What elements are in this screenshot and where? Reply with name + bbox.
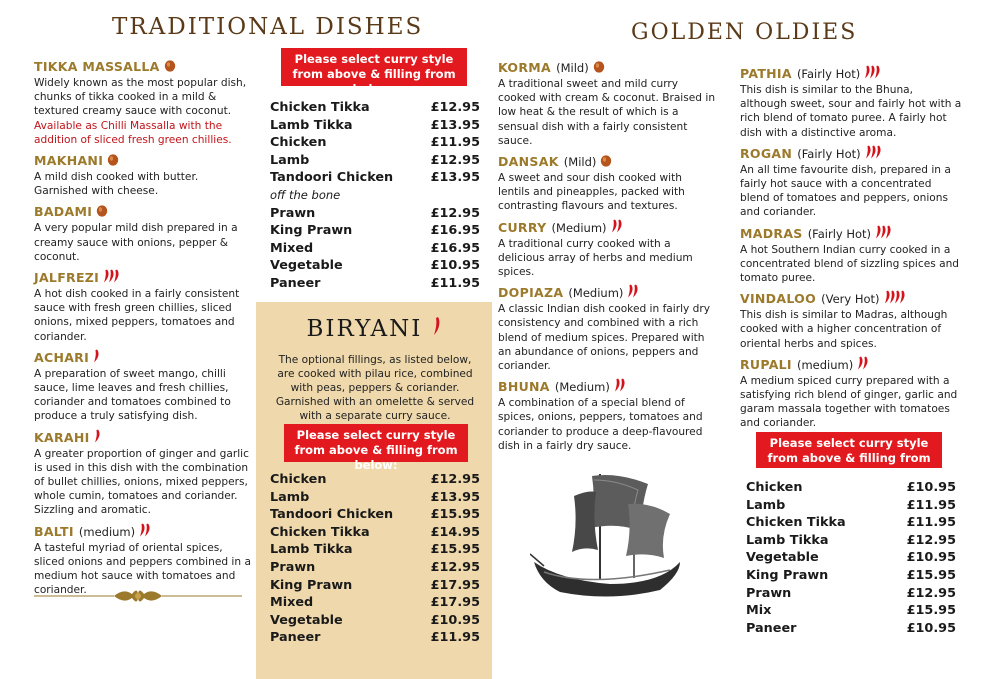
mild-nut-icon [107,151,119,170]
dish-item [34,347,252,424]
dish-name: BADAMI [34,204,93,220]
price-item: Prawn [270,559,316,575]
dish-heat: (Medium) [554,380,610,395]
dish-name: MADRAS [740,225,803,241]
dish-name: ACHARI [34,349,90,365]
price-row [270,577,480,595]
dish-heat: (Fairly Hot) [807,226,872,241]
price-item: Lamb [270,489,310,505]
price-table-traditional [270,99,480,293]
dish-description: A hot Southern Indian curry cooked in a concentrated blend of sizzling spices and tomato puree. [740,243,960,285]
dish-name: MAKHANI [34,153,104,169]
price-item: Paneer [270,275,321,291]
price-table-biryani [270,471,480,647]
dish-name: KARAHI [34,429,90,445]
curry-style-banner-2: Please select curry style from above & filling from below: [284,424,468,462]
price-item: Paneer [270,630,321,646]
dish-item [34,201,252,264]
price-row [746,620,956,638]
dish-title [740,223,962,243]
biryani-heading: BIRYANI [306,316,423,342]
price-value: £12.95 [906,585,956,601]
dish-description: A greater proportion of ginger and garlic is used in this dish with the combination of bullet chillies, onions, mixed peppers, whole cumin, tomatoes and coriander. Sizzling and aromatic. [34,447,249,517]
dish-item [34,56,252,147]
price-value: £11.95 [906,497,956,513]
dish-name: TIKKA MASSALLA [34,59,160,74]
dish-item [740,143,962,220]
price-item: Tandoori Chicken [270,170,394,186]
price-value: £11.95 [906,515,956,531]
price-row [270,240,480,258]
chili-2-icon [614,377,627,396]
dish-title [34,201,252,221]
price-row [746,479,956,497]
price-row [746,532,956,550]
dish-heat: (medium) [78,524,136,539]
dish-description: An all time favourite dish, prepared in a fairly hot sauce with a concentrated blend of tomatoes and peppers, onions and coriander. [740,163,951,219]
dish-description: A sweet and sour dish cooked with lentils and pineapples, packed with contrasting flavours and textures. [498,172,685,213]
price-item: Vegetable [270,258,343,274]
chili-1-icon [93,348,101,367]
price-value: £11.95 [430,630,480,646]
price-value: £16.95 [430,223,480,239]
dish-title [34,56,252,76]
dish-description: A tasteful myriad of oriental spices, sliced onions and peppers combined in a medium hot sauce with tomatoes and coriander. [34,541,251,597]
dish-title [498,151,716,171]
chili-1-icon [94,428,102,447]
chili-2-icon [627,283,640,302]
chili-3-icon [875,224,893,243]
price-row [270,187,480,205]
price-value: £10.95 [906,480,956,495]
dish-item [740,354,962,431]
dish-heat: (Very Hot) [821,292,880,307]
price-value: £12.95 [430,205,480,221]
chili-2-icon [139,522,152,541]
dish-note: Available as Chilli Massalla with the addition of sliced fresh green chillies. [34,119,232,146]
price-row [270,541,480,559]
price-table-golden [746,479,956,637]
price-item: Lamb [270,152,310,168]
price-row [270,205,480,223]
price-item: Lamb Tikka [270,117,353,133]
chili-3-icon [864,64,882,83]
price-value: £12.95 [430,559,480,575]
dish-description: Widely known as the most popular dish, chunks of tikka cooked in a mild & textured creamy sauce with coconut. [34,77,247,118]
dish-description: A traditional sweet and mild curry cooked with cream & coconut. Braised in low heat & the result of which is a sensual dish with a fairly consistent sauce. [498,78,716,147]
traditional-dishes-list [34,56,252,600]
dish-title [34,150,252,170]
price-row [270,489,480,507]
golden-oldies-list-2 [740,63,962,434]
chili-2-icon [611,218,624,237]
price-value: £10.95 [430,258,480,274]
dish-title [740,143,962,163]
price-item: Vegetable [746,550,819,566]
price-value: £12.95 [430,100,480,115]
golden-oldies-list-1 [498,57,716,456]
dish-title [498,217,716,237]
dish-heat: (Medium) [568,286,624,301]
dish-name: ROGAN [740,145,793,161]
price-value: £17.95 [430,595,480,611]
price-item: Chicken Tikka [746,515,846,531]
dish-item [498,282,716,373]
price-value: £11.95 [430,275,480,291]
dish-title [34,521,252,541]
price-row [270,524,480,542]
price-row [270,594,480,612]
dish-description: This dish is similar to the Bhuna, although sweet, sour and fairly hot with a rich blend of tomato puree. A fairly hot dish with a distinctive aroma. [740,84,962,139]
price-row [270,471,480,489]
price-value: £15.95 [430,507,480,523]
biryani-description: The optional fillings, as listed below, are cooked with pilau rice, combined with peas, peppers & coriander. Garnished with an omelette & served with a separate curry sauce. [275,354,475,422]
price-item: Prawn [746,585,792,601]
dish-item [740,288,962,351]
price-value: £14.95 [430,524,480,540]
price-row [270,612,480,630]
mild-nut-icon [600,152,612,171]
price-value: £16.95 [430,240,480,256]
dish-heat: (Fairly Hot) [797,146,861,161]
price-row [746,567,956,585]
dish-name: DANSAK [498,154,559,170]
price-row [270,169,480,187]
dish-heat: (medium) [796,357,854,372]
price-item: Vegetable [270,612,343,628]
price-item: Mixed [270,240,314,256]
dish-title [740,354,962,374]
biryani-heading-row [256,316,492,342]
dish-item [34,267,252,344]
price-item: Lamb [746,497,786,513]
dish-item [498,151,716,214]
dish-name: BALTI [34,523,74,539]
price-item: King Prawn [746,567,829,583]
dish-description: A traditional curry cooked with a delicious array of herbs and medium spices. [498,237,693,279]
mild-nut-icon [593,58,605,77]
dish-name: PATHIA [740,66,792,81]
dish-name: JALFREZI [34,270,100,286]
price-item: Lamb Tikka [270,542,353,558]
price-item: Chicken [270,135,327,151]
price-item: Mixed [270,595,314,611]
dish-title [34,347,252,367]
price-value: £11.95 [430,135,480,151]
price-item: Prawn [270,205,316,221]
price-value: £12.95 [430,152,480,168]
dish-name: CURRY [498,219,547,235]
price-value: £10.95 [906,550,956,566]
price-item-note: off the bone [270,187,341,202]
dish-item [498,376,716,453]
price-value: £15.95 [906,567,956,583]
dish-name: VINDALOO [740,291,817,307]
price-value: £12.95 [906,532,956,548]
ornament-divider [34,586,242,606]
price-row [270,506,480,524]
dish-title [34,427,252,447]
dish-description: This dish is similar to Madras, although cooked with a higher concentration of oriental herbs and spices. [740,309,948,350]
price-row [746,549,956,567]
price-row [746,602,956,620]
price-row [270,629,480,647]
dish-name: DOPIAZA [498,285,564,301]
price-item: King Prawn [270,577,353,593]
price-value: £13.95 [430,170,480,186]
price-value: £17.95 [430,577,480,593]
dish-description: A hot dish cooked in a fairly consistent sauce with fresh green chillies, sliced onions, mixed peppers, tomatoes and coriander. [34,288,240,343]
price-value: £15.95 [906,603,956,619]
chili-4-icon [884,289,907,308]
dish-name: RUPALI [740,356,792,372]
price-item: Chicken [270,472,327,487]
price-value: £10.95 [906,620,956,636]
price-item: Chicken Tikka [270,100,370,115]
price-row [270,275,480,293]
price-value: £10.95 [430,612,480,628]
dish-heat: (Medium) [551,220,607,235]
chili-3-icon [103,268,121,287]
price-item: King Prawn [270,223,353,239]
mild-nut-icon [164,57,176,76]
price-row [746,514,956,532]
dish-description: A medium spiced curry prepared with a satisfying rich blend of ginger, garlic and garam massala together with tomatoes and coriander. [740,374,958,430]
curry-style-banner-3: Please select curry style from above & filling from below: [756,432,942,468]
dish-title [498,376,716,396]
dish-item [740,223,962,286]
price-row [270,117,480,135]
traditional-dishes-heading: TRADITIONAL DISHES [112,14,424,40]
price-value: £13.95 [430,489,480,505]
price-row [270,559,480,577]
dish-title [498,57,716,77]
price-row [270,99,480,117]
price-item: Chicken [746,480,803,495]
dish-heat: (Mild) [563,155,597,170]
mild-nut-icon [96,202,108,221]
price-item: Lamb Tikka [746,532,829,548]
dish-heat: (Mild) [556,61,589,75]
dish-name: BHUNA [498,379,550,395]
dish-item [740,63,962,140]
dish-description: A mild dish cooked with butter. Garnished with cheese. [34,171,199,198]
dish-title [740,63,962,83]
chili-2-icon [857,355,870,374]
chili-3-icon [865,144,883,163]
price-value: £12.95 [430,472,480,487]
dish-description: A combination of a special blend of spices, onions, peppers, tomatoes and coriander to produce a deep-flavoured dish in a fairly dry sauce. [498,397,703,452]
price-row [746,497,956,515]
dish-name: KORMA [498,60,551,75]
curry-style-banner-1: Please select curry style from above & filling from below: [281,48,467,86]
price-row [270,257,480,275]
dish-description: A very popular mild dish prepared in a creamy sauce with onions, pepper & coconut. [34,222,238,263]
price-row [270,222,480,240]
dish-title [498,282,716,302]
dish-description: A classic Indian dish cooked in fairly dry consistency and combined with a rich blend of medium spices. Prepared with an abundance of onions, peppers and coriander. [498,303,711,373]
dish-item [498,217,716,280]
golden-oldies-heading: GOLDEN OLDIES [631,20,858,45]
price-row [270,152,480,170]
dish-title [740,288,962,308]
dish-item [498,57,716,148]
price-value: £15.95 [430,542,480,558]
boat-illustration [530,462,690,612]
price-row [746,585,956,603]
price-item: Chicken Tikka [270,524,370,540]
price-row [270,134,480,152]
dish-description: A preparation of sweet mango, chilli sauce, lime leaves and fresh chillies, coriander and tomatoes combined to produce a truly satisfying dish. [34,367,231,423]
price-value: £13.95 [430,117,480,133]
chili-1-icon [433,316,441,340]
price-item: Tandoori Chicken [270,507,394,523]
price-item: Mix [746,603,772,619]
price-item: Paneer [746,620,797,636]
dish-title [34,267,252,287]
dish-item [34,150,252,198]
dish-heat: (Fairly Hot) [796,67,861,81]
dish-item [34,427,252,518]
